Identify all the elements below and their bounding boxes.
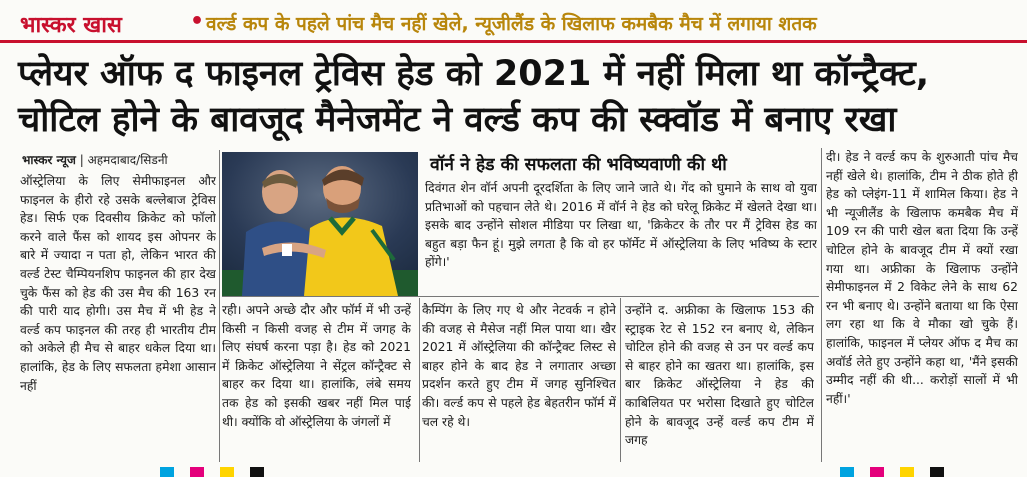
sidebar-heading: वॉर्न ने हेड की सफलता की भविष्यवाणी की थी (430, 155, 727, 175)
byline-source: भास्कर न्यूज (22, 153, 76, 167)
article-column-1: ऑस्ट्रेलिया के लिए सेमीफाइनल और फाइनल के हीरो रहे उसके बल्लेबाज ट्रेविस हेड। सिर्फ एक दिवसीय क्रिकेट को फॉलो करने वाले फैंस को शायद इस ओपनर के बारे में ज्यादा न पता हो, लेकिन भारत की वर्ल्ड टेस्ट चैम्पियनशिप फाइनल की हार देख चुके फैंस को हेड की उस मैच की 163 रन की पारी याद होगी। उस मैच में भी हेड ने वर्ल्ड कप फाइनल की तरह ही भारतीय टीम को अकेले ही मैच से बाहर धकेल दिया था। हालांकि, हेड के लिए सफलता हमेशा आसान नहीं (20, 174, 216, 393)
box-divider (222, 296, 819, 297)
headline-line-1: प्लेयर ऑफ द फाइनल ट्रेविस हेड को 2021 में नहीं मिला था कॉन्ट्रैक्ट, (18, 54, 930, 94)
headline-line-2: चोटिल होने के बावजूद मैनेजमेंट ने वर्ल्ड कप की स्क्वॉड में बनाए रखा (18, 100, 897, 140)
column-divider (620, 298, 621, 462)
byline (22, 151, 168, 168)
kicker-text: वर्ल्ड कप के पहले पांच मैच नहीं खेले, न्यूजीलैंड के खिलाफ कमबैक मैच में लगाया शतक (206, 13, 817, 35)
article-column-3: कैम्पिंग के लिए गए थे और नेटवर्क न होने की वजह से मैसेज नहीं मिल पाया था। खैर 2021 में ऑस्ट्रेलिया की कॉन्ट्रैक्ट लिस्ट से बाहर होने के बाद हेड ने लगातार अच्छा प्रदर्शन करते हुए टीम में जगह सुनिश्चित की। वर्ल्ड कप से पहले हेड बेहतरीन फॉर्म में चल रहे थे। (422, 303, 616, 429)
byline-separator: | (79, 153, 84, 167)
players-celebrating-illustration (222, 152, 418, 296)
kicker-bullet: • (190, 9, 205, 34)
sidebar-text: दिवंगत शेन वॉर्न अपनी दूरदर्शिता के लिए जाने जाते थे। गेंद को घुमाने के साथ वो युवा प्रतिभाओं को पहचान लेते थे। 2016 में वॉर्न ने हेड को घरेलू क्रिकेट में खेलते देखा था। इसके बाद उन्होंने सोशल मीडिया पर लिखा था, 'क्रिकेटर के तौर पर मैं ट्रेविस हेड का बहुत बड़ा फैन हूं। मुझे लगता है कि वो हर फॉर्मेट में ऑस्ट्रेलिया के लिए भविष्य के स्टार होंगे।' (425, 181, 817, 270)
article-column-5: दी। हेड ने वर्ल्ड कप के शुरुआती पांच मैच नहीं खेले थे। हालांकि, टीम ने ठीक होते ही हेड को प्लेइंग-11 में शामिल किया। हेड ने भी न्यूजीलैंड के खिलाफ कमबैक मैच में 109 रन की पारी खेल बता दिया कि उन्हें चोटिल होने के बावजूद टीम में क्यों रखा गया था। अफ्रीका के खिलाफ उन्होंने सेमीफाइनल में 2 विकेट लेने के साथ 62 रन भी बनाए थे। उन्होंने बताया था कि ऐसा लग रहा था कि वे मौका खो चुके हैं। हालांकि, फाइनल में प्लेयर ऑफ द मैच का अवॉर्ड लेते हुए उन्होंने कहा था, 'मैंने इसकी उम्मीद नहीं की थी... करोड़ों सालों में भी नहीं।' (826, 150, 1018, 406)
column-divider (419, 298, 420, 462)
print-registration-marks (0, 462, 1027, 477)
kicker-bar (0, 0, 1027, 44)
kicker-brand: भास्कर खास (20, 13, 122, 38)
article-column-4: उन्होंने द. अफ्रीका के खिलाफ 153 की स्ट्राइक रेट से 152 रन बनाए थे, लेकिन चोटिल होने की वजह से उन पर वर्ल्ड कप से बाहर होने का खतरा था। हालांकि, इस बार क्रिकेट ऑस्ट्रेलिया ने हेड की काबिलियत पर भरोसा दिखाते हुए चोटिल होने के बावजूद उन्हें वर्ल्ड कप टीम में जगह (625, 303, 814, 448)
article-photo (222, 152, 418, 296)
article-column-2: रही। अपने अच्छे दौर और फॉर्म में भी उन्हें किसी न किसी वजह से टीम में जगह के लिए संघर्ष करना पड़ा है। हेड को 2021 में क्रिकेट ऑस्ट्रेलिया ने सेंट्रल कॉन्ट्रैक्ट से बाहर कर दिया था। हालांकि, लंबे समय तक हेड को इसकी खबर नहीं मिल पाई थी। क्योंकि वो ऑस्ट्रेलिया के जंगलों में (222, 303, 411, 429)
byline-location: अहमदाबाद/सिडनी (87, 153, 168, 167)
kicker-rule (0, 40, 1027, 43)
column-divider (219, 150, 220, 462)
column-divider (821, 148, 822, 462)
